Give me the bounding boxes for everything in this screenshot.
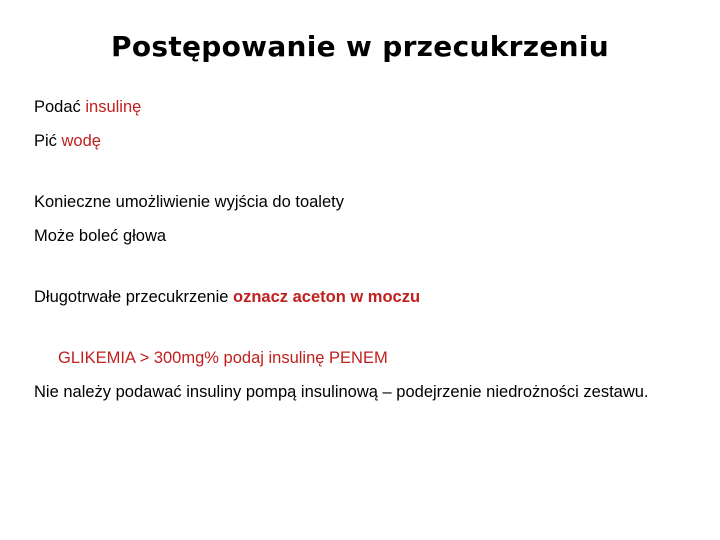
item-text: Może boleć głowa: [34, 227, 167, 245]
item-highlight: GLIKEMIA > 300mg% podaj insulinę PENEM: [58, 349, 388, 367]
item-text: Konieczne umożliwienie wyjścia do toalety: [34, 193, 344, 211]
item-text: Długotrwałe przecukrzenie: [34, 288, 234, 306]
item-text: Nie należy podawać insuliny pompą insulinową – podejrzenie niedrożności zestawu.: [34, 383, 649, 401]
item-no-pump-warning: [34, 383, 674, 401]
item-highlight: insulinę: [85, 98, 142, 116]
item-highlight: wodę: [61, 132, 101, 150]
slide-title: Postępowanie w przecukrzeniu: [111, 30, 609, 63]
item-drink-water: [34, 132, 101, 151]
item-give-insulin: [34, 98, 141, 117]
item-toilet-access: [34, 193, 344, 212]
item-headache: [34, 227, 166, 246]
item-text: Podać: [34, 98, 86, 116]
item-prolonged-hyperglycemia: [34, 288, 420, 307]
item-highlight: oznacz aceton w moczu: [233, 288, 421, 306]
item-text: Pić: [34, 132, 62, 150]
item-glycemia-threshold: [58, 349, 388, 368]
